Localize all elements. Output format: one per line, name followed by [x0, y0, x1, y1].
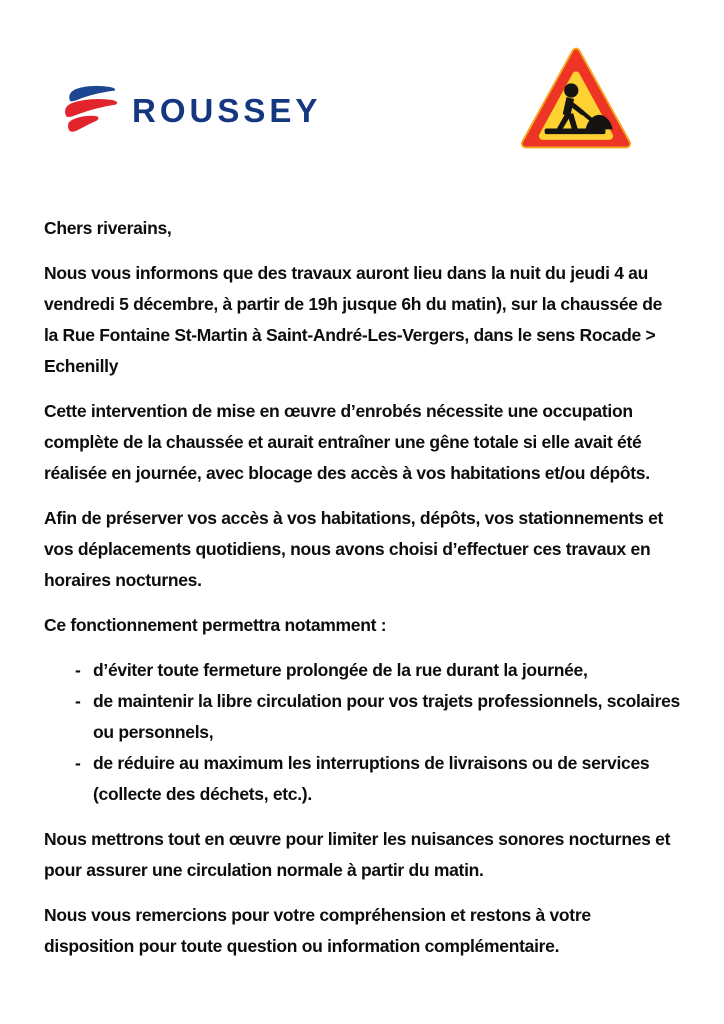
- company-logo: [60, 84, 321, 140]
- paragraph-benefits-intro: Ce fonctionnement permettra notamment :: [44, 615, 387, 635]
- bullet-dash: -: [75, 660, 81, 680]
- roadworks-sign-icon: [519, 45, 633, 153]
- salutation: Chers riverains,: [44, 218, 172, 238]
- bullet-dash: -: [75, 753, 81, 773]
- bullet-list: [44, 655, 680, 810]
- bullet-text: d’éviter toute fermeture prolongée de la rue durant la journée,: [93, 660, 588, 680]
- letter-header: [0, 0, 724, 213]
- bullet-item: [44, 655, 680, 686]
- paragraph-night-works-reason: Afin de préserver vos accès à vos habitations, dépôts, vos stationnements et vos déplacements quotidiens, nous avons choisi d’effectuer ces travaux en horaires nocturnes.: [44, 508, 664, 590]
- bullet-dash: -: [75, 691, 81, 711]
- bullet-text: de maintenir la libre circulation pour vos trajets professionnels, scolaires ou personnels,: [93, 691, 680, 742]
- logo-text: ROUSSEY: [132, 91, 322, 129]
- paragraph-works-announcement: Nous vous informons que des travaux auront lieu dans la nuit du jeudi 4 au vendredi 5 décembre, à partir de 19h jusque 6h du matin), sur la chaussée de la Rue Fontaine St-Martin à Saint-André-Les-Vergers, dans le sens Rocade > Echenilly: [44, 263, 663, 376]
- bullet-item: [44, 686, 680, 748]
- paragraph-noise-mitigation: Nous mettrons tout en œuvre pour limiter les nuisances sonores nocturnes et pour assurer une circulation normale à partir du matin.: [44, 829, 671, 880]
- paragraph-intervention-details: Cette intervention de mise en œuvre d’enrobés nécessite une occupation complète de la chaussée et aurait entraîner une gêne totale si elle avait été réalisée en journée, avec blocage des accès à vos habitations et/ou dépôts.: [44, 401, 650, 483]
- letter-body: [0, 213, 724, 962]
- logo-swoosh-icon: [60, 84, 120, 140]
- bullet-text: de réduire au maximum les interruptions de livraisons ou de services (collecte des déchets, etc.).: [93, 753, 650, 804]
- paragraph-thanks: Nous vous remercions pour votre compréhension et restons à votre disposition pour toute question ou information complémentaire.: [44, 905, 591, 956]
- bullet-item: [44, 748, 680, 810]
